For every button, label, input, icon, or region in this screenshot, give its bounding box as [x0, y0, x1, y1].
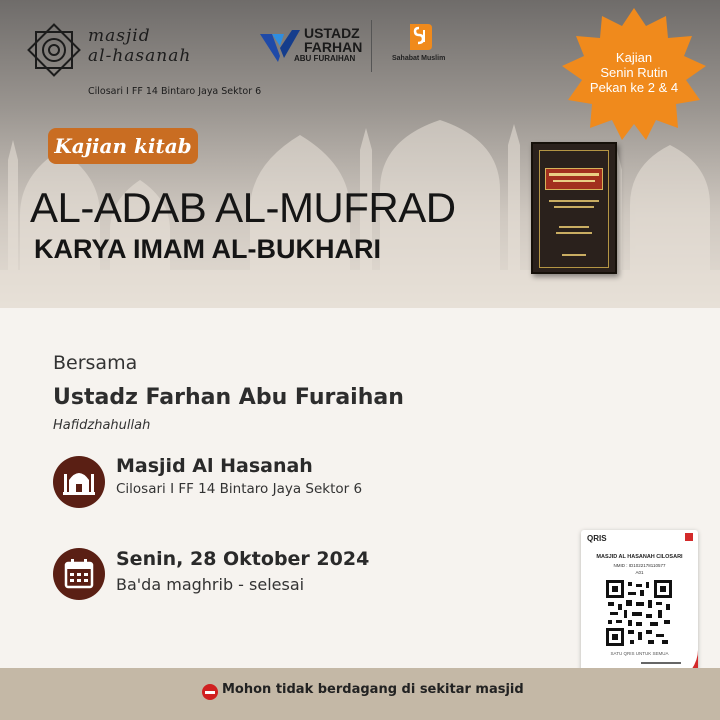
- venue-address: Cilosari I FF 14 Bintaro Jaya Sektor 6: [116, 481, 363, 497]
- logo-divider: [371, 20, 372, 72]
- qris-terminal: A01: [635, 570, 644, 575]
- sahabat-muslim-mark-icon: [406, 22, 434, 52]
- book-cover-text-line: [554, 206, 594, 208]
- header-banner: [0, 0, 720, 308]
- event-subtitle: KARYA IMAM AL-BUKHARI: [34, 234, 381, 264]
- ustadz-logo-line3: ABU FURAIHAN: [294, 54, 356, 63]
- book-cover-text-line: [549, 200, 599, 202]
- venue-name: Masjid Al Hasanah: [116, 455, 313, 477]
- event-date: Senin, 28 Oktober 2024: [116, 548, 370, 570]
- speaker-honorific: Hafidzhahullah: [53, 418, 151, 433]
- qris-merchant-name: MASJID AL HASANAH CILOSARI: [596, 554, 683, 560]
- qris-corner-mark-icon: [685, 533, 693, 541]
- schedule-badge-line3: Pekan ke 2 & 4: [589, 80, 679, 95]
- donation-qr-card: [581, 530, 698, 690]
- with-label: Bersama: [53, 352, 138, 374]
- book-cover-title-line: [553, 180, 595, 182]
- masjid-logo-line2: al-hasanah: [88, 46, 192, 66]
- category-pill: Kajian kitab: [48, 128, 198, 164]
- speaker-name: Ustadz Farhan Abu Furaihan: [53, 385, 404, 410]
- ustadz-logo-line2: FARHAN: [304, 39, 363, 55]
- masjid-emblem-icon: [24, 20, 84, 80]
- masjid-logo-line1: masjid: [88, 26, 151, 46]
- sahabat-muslim-logo: [392, 22, 452, 66]
- schedule-badge-text: [558, 50, 710, 95]
- qris-footer: SATU QRIS UNTUK SEMUA: [610, 651, 669, 656]
- calendar-icon: [53, 548, 105, 600]
- event-title: AL-ADAB AL-MUFRAD: [30, 184, 456, 231]
- qris-brand: QRIS: [587, 534, 607, 543]
- book-cover-title-line: [549, 173, 599, 176]
- book-cover-image: [531, 142, 617, 274]
- qr-code-icon[interactable]: [606, 580, 672, 646]
- masjid-logo: [24, 20, 262, 97]
- event-time: Ba'da maghrib - selesai: [116, 575, 305, 594]
- schedule-badge: [558, 6, 710, 144]
- sahabat-muslim-label: Sahabat Muslim: [392, 55, 446, 62]
- qris-nmid: NMID : ID1022178110577: [613, 563, 666, 568]
- mosque-icon: [53, 456, 105, 508]
- ustadz-logo-line1: USTADZ: [304, 25, 360, 41]
- footer-notice: Mohon tidak berdagang di sekitar masjid: [222, 682, 524, 697]
- no-entry-icon: [202, 684, 218, 700]
- ustadz-logo: [258, 22, 373, 72]
- book-cover-text-line: [556, 232, 592, 234]
- book-cover-title-label: [545, 168, 603, 190]
- book-cover-text-line: [562, 254, 586, 256]
- masjid-logo-address: Cilosari I FF 14 Bintaro Jaya Sektor 6: [88, 86, 262, 97]
- schedule-badge-line1: Kajian: [615, 50, 653, 65]
- schedule-badge-line2: Senin Rutin: [600, 65, 668, 80]
- book-cover-text-line: [559, 226, 589, 228]
